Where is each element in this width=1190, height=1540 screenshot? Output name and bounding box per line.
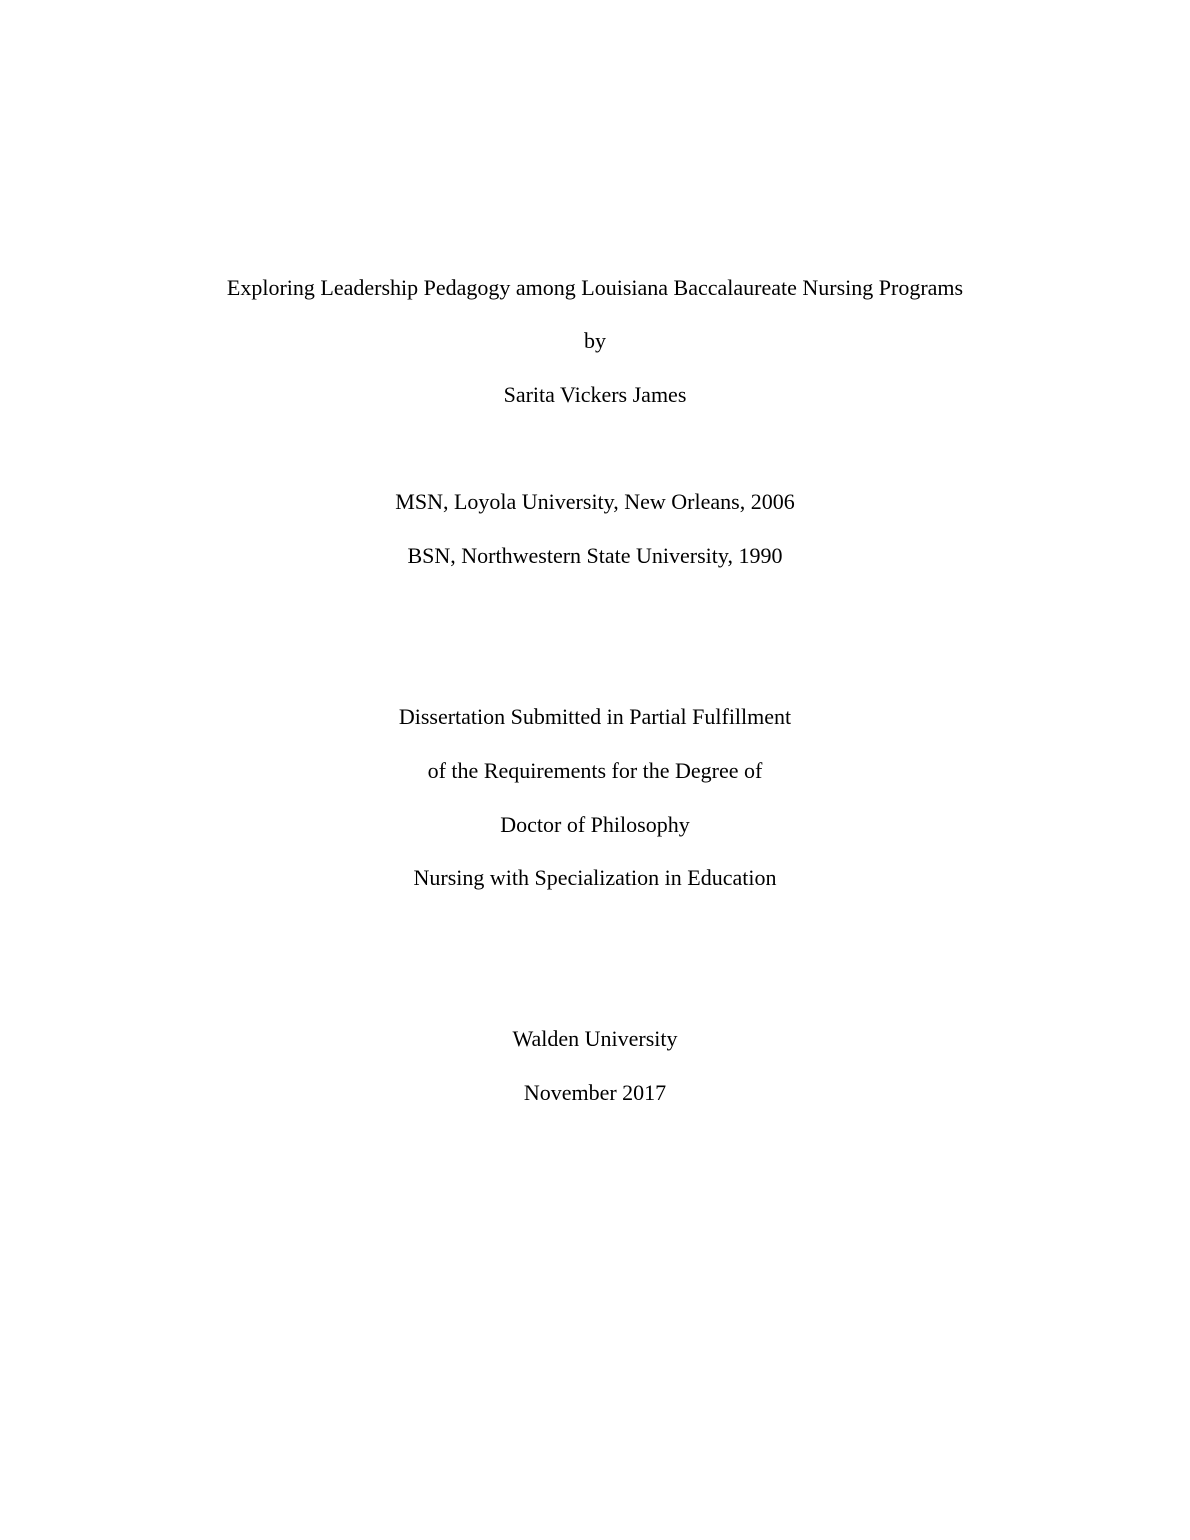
institution: Walden University — [512, 1026, 678, 1051]
degree-bsn: BSN, Northwestern State University, 1990 — [407, 543, 783, 568]
statement-line-2: of the Requirements for the Degree of — [427, 758, 763, 783]
date: November 2017 — [523, 1080, 667, 1105]
statement-line-1: Dissertation Submitted in Partial Fulfillment — [398, 704, 792, 729]
degree-msn: MSN, Loyola University, New Orleans, 2006 — [395, 489, 795, 514]
author-name: Sarita Vickers James — [503, 382, 687, 407]
degree-name: Doctor of Philosophy — [500, 812, 690, 837]
specialization: Nursing with Specialization in Education — [413, 865, 777, 890]
dissertation-title: Exploring Leadership Pedagogy among Louisiana Baccalaureate Nursing Programs — [226, 275, 964, 300]
by-line: by — [584, 328, 606, 353]
